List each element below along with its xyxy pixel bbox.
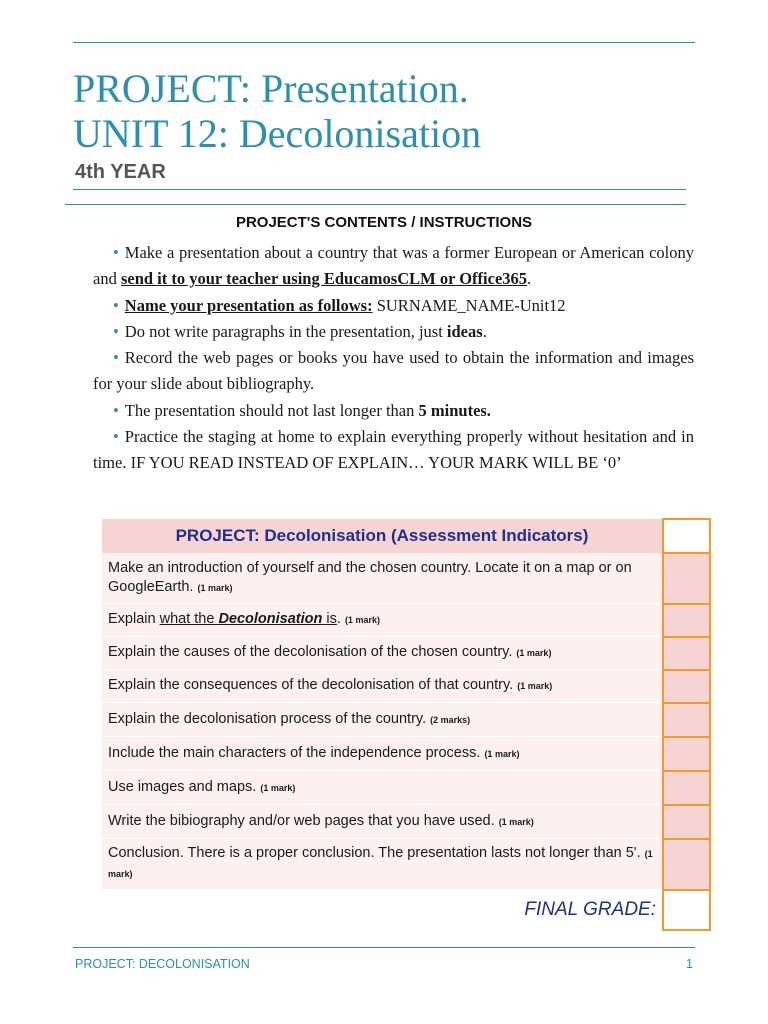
mark-input-8[interactable] [663, 805, 710, 839]
final-grade-input[interactable] [663, 890, 710, 931]
mark-input-5[interactable] [663, 703, 710, 737]
mark-input-3[interactable] [663, 637, 710, 670]
table-row [102, 553, 710, 604]
instruction-item-1: • Make a presentation about a country that was a former European or American colony and send it to your teacher using EducamosCLM or Office365. [93, 243, 694, 288]
assessment-title: PROJECT: Decolonisation (Assessment Indicators) [102, 519, 663, 553]
final-grade-label: FINAL GRADE: [524, 899, 656, 920]
criterion-definition: Explain what the Decolonisation is. (1 mark) [102, 604, 663, 637]
bullet-icon: • [113, 296, 119, 315]
mark-input-9[interactable] [663, 839, 710, 890]
mark-input-4[interactable] [663, 670, 710, 703]
table-row [102, 737, 710, 771]
mark-input-1[interactable] [663, 553, 710, 604]
assessment-header-row [102, 519, 710, 553]
criterion-characters: Include the main characters of the independence process. (1 mark) [102, 737, 663, 771]
top-rule [73, 42, 695, 43]
footer-title: PROJECT: DECOLONISATION [75, 957, 250, 971]
bullet-icon: • [113, 401, 119, 420]
criterion-bibliography: Write the bibiography and/or web pages that you have used. (1 mark) [102, 805, 663, 839]
table-row [102, 771, 710, 805]
page-title-line2: UNIT 12: Decolonisation [73, 111, 482, 156]
instruction-item-5: • The presentation should not last longer than 5 minutes. [113, 401, 491, 420]
bullet-icon: • [113, 322, 119, 341]
mark-header-cell [663, 519, 710, 553]
bullet-icon: • [113, 427, 119, 446]
table-row [102, 839, 710, 890]
mark-input-7[interactable] [663, 771, 710, 805]
table-row [102, 604, 710, 637]
instruction-item-4: • Record the web pages or books you have used to obtain the information and images for your slide about bibliography. [93, 348, 694, 393]
table-row [102, 670, 710, 703]
table-row [102, 703, 710, 737]
header-rule-2 [65, 204, 686, 205]
footer-rule [73, 947, 695, 948]
mark-input-2[interactable] [663, 604, 710, 637]
criterion-consequences: Explain the consequences of the decolonisation of that country. (1 mark) [102, 670, 663, 703]
page-number: 1 [686, 957, 693, 971]
criterion-images: Use images and maps. (1 mark) [102, 771, 663, 805]
table-row [102, 805, 710, 839]
instruction-item-2: • Name your presentation as follows: SURNAME_NAME-Unit12 [113, 296, 566, 315]
instructions-heading: PROJECT'S CONTENTS / INSTRUCTIONS [235, 214, 533, 231]
final-grade-row [102, 890, 710, 931]
criterion-process: Explain the decolonisation process of the country. (2 marks) [102, 703, 663, 737]
table-row [102, 637, 710, 670]
header-rule-1 [73, 189, 686, 190]
bullet-icon: • [113, 348, 119, 367]
criterion-causes: Explain the causes of the decolonisation of the chosen country. (1 mark) [102, 637, 663, 670]
year-label: 4th YEAR [75, 161, 166, 183]
instruction-item-3: • Do not write paragraphs in the presentation, just ideas. [113, 322, 487, 341]
criterion-conclusion: Conclusion. There is a proper conclusion. The presentation lasts not longer than 5'. (1 mark) [102, 839, 663, 890]
assessment-table [102, 518, 711, 931]
criterion-introduction: Make an introduction of yourself and the chosen country. Locate it on a map or on GoogleEarth. (1 mark) [102, 553, 663, 604]
bullet-icon: • [113, 243, 119, 262]
instruction-item-6: • Practice the staging at home to explain everything properly without hesitation and in time. IF YOU READ INSTEAD OF EXPLAIN… YOUR MARK WILL BE ‘0’ [93, 427, 694, 472]
mark-input-6[interactable] [663, 737, 710, 771]
page-title-line1: PROJECT: Presentation. [73, 66, 469, 111]
